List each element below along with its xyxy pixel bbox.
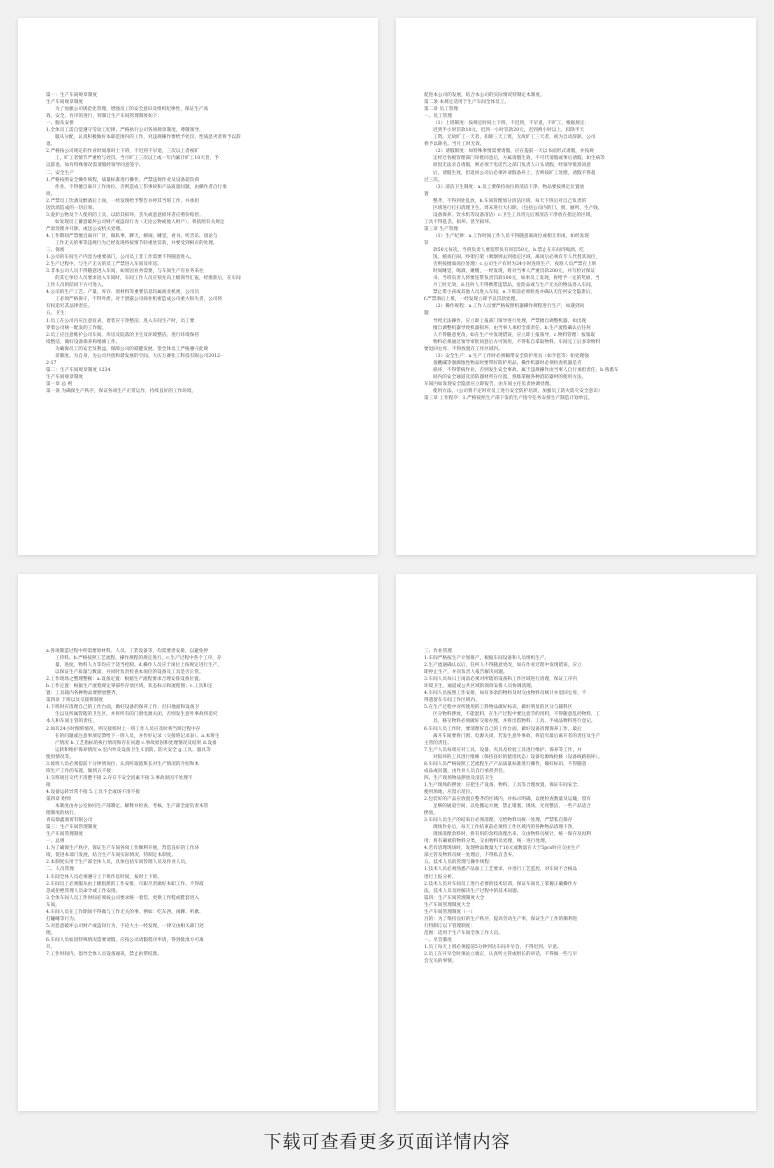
text-line: 4.车间人员在工作期间不得做与工作无关的事。例如：吃东西、闲聊、听歌、: [46, 909, 204, 915]
text-line: 篇一：生产车间规章制度: [46, 93, 98, 98]
text-line: （3）安全生产：a.生产工作时必须佩带安全防护用具（如手套等）如处理强: [433, 353, 589, 359]
text-line: 量、进度、物料人力等均应于适当控制。d.操作人员应于岗位上按规定进行生产，: [55, 663, 223, 669]
text-line: 车间内如发现安全隐患应立即报告，由车间主任负责协调处理。: [424, 381, 555, 387]
text-line: 区域进行打扫清理卫生。周末进行大扫除，（包括公司内的门、窗、厕所、生产线、: [433, 205, 603, 211]
text-line: 1.车间全体人员必须遵守上下班作息时间，按时上下班。: [46, 874, 162, 880]
text-line: 过三次。: [424, 177, 443, 183]
text-line: 生以及所属管辖的卫生区，并将所有的门窗电源关闭，否则发生意外事故将追究: [55, 712, 218, 718]
text-line: 2.如有24小时倒班情况，则交接班时上一班工作人员应及时将当班过程中存: [46, 726, 201, 732]
text-line: 导致无法操作，应立即上报部门领导进行处理，严禁擅自调整机器，如出现: [433, 318, 587, 324]
text-line: 服从分配，认真积极做好本职范围内的工作，对违规操作要给予处罚，性质恶劣者将予以辞: [55, 135, 241, 141]
text-line: 三、保密: [46, 248, 65, 254]
text-line: 1.技术人员必须熟悉产品加工工艺要求，并进行工艺监控，对车间不合格品: [424, 867, 578, 873]
text-line: 月工时无效，d.任何人不得携带违禁品，危险品或与生产无关的物品进入车间，: [433, 283, 596, 289]
text-line: 使用情况等。: [46, 754, 74, 760]
text-line: 原因无法亲自请假，则必须于电话告之部门负责人口头请假，经领导批准同意: [433, 163, 591, 169]
text-line: 2.生产过程中，与生产无关的员工严禁进入车间及库房。: [46, 262, 162, 268]
text-line: 忽或拒绝管理人员命令或工作安排。: [46, 888, 121, 894]
text-line: 的其它单位人员要求进入车间时，车间工作人员应预先向上级领导汇报，经批准后，在车间: [55, 276, 241, 282]
text-line: 禁止带小孩或其他人员进入车间，e.下班前必须检查并确认无任何安全隐患后，: [433, 290, 596, 296]
text-line: 饭、嬉戏打闹、吵架打架（吸烟则去到指定区域，离岗后必须有专人代替其岗位，: [433, 255, 601, 261]
text-line: 行特制订以下管理制度：: [424, 923, 476, 929]
text-line: 人不得随意更改，如在生产中发现错误，应立即上报领导，c.物料管理：按领取: [433, 332, 596, 338]
text-line: 6.车间人员如因特殊情况需要请假，应按公司请假程序申请，得到批准方可离: [46, 937, 204, 943]
text-line: 2.技术人员对车间员工进行必要的技术培训，保证车间员工掌握正确操作方: [424, 881, 578, 887]
text-line: 2.本制度实用于生产部全体人员，具体包括车间管理人员及作业人员。: [46, 860, 190, 866]
text-line: 生产车间管理制度（一）: [424, 909, 476, 915]
text-line: b.工作定置：根据生产流程规定零部件存放区域，状态标示和流程图；c.工具和定: [46, 684, 213, 690]
text-line: 2.车间员工必须服从由上级指派的工作安排，尽职尽责做好本职工作。不得疏: [46, 881, 204, 887]
text-line: 3.全体车间人员工作时间必须按公司要求统一着装，更换工作鞋或鞋套进入: [46, 895, 200, 901]
text-line: 4.车间人员按照工作安排，如有多余的物料及时交由物料员统计并退回仓库，不: [424, 691, 587, 697]
text-line: 1.生产现场的摆放：应把生产设备、物料、工具等合理放置，保证车间安全、: [424, 782, 582, 788]
text-line: 间内的安全通道及消防器材所在位置，熟练掌握各种消防器材的使用方法，: [433, 374, 587, 380]
text-line: 1.下班时应清理自己的工作台面，做好设备的保养工作，打扫地面和设备卫: [46, 705, 200, 711]
text-line: 一、总则: [46, 839, 65, 845]
text-line: 定经过各级管理部门审批同意后，方属请假生效，不可代请假或事后请假，如生病等: [433, 156, 605, 162]
text-line: 2.包装好的产品应放置在整齐的区域内，并标示明确，以便检查数量及运输，留有: [424, 796, 592, 802]
text-line: 2.员工应注意维护公司车间、库房及院落的卫生及环境整洁。进行环境保持: [46, 332, 200, 338]
text-line: 款50元每次。当班负责人要追带负有同罚50元，b.禁止在车间内喝酒、吃: [433, 248, 585, 254]
text-line: 理。: [46, 930, 56, 936]
text-line: 穿着公司统一配发的工作服。: [46, 325, 107, 331]
text-line: 范围：适用于生产车间全体工作人员。: [424, 930, 503, 936]
text-line: 书，当班负责人将要连带负责罚款100元，如果员工发现，将给予一定的奖励，当: [433, 276, 600, 282]
text-line: 3.车间人员生产的结束后必须清理，交给物料员统一处理，严禁私自保存: [424, 818, 573, 824]
text-line: 生产车间规章制度: [46, 100, 84, 106]
text-line: 擅自调整机器导致机器损坏，由当事人承担全部责任，b.生产流程确认后任何: [433, 325, 591, 331]
text-line: 物料必须通过领导审批同意后方可领用，不得私自拿取物料，车间完工后多余物料: [433, 339, 601, 345]
text-line: 1.员工在公司内应注意仪表，着装应干净整洁；进入车间生产时，员工要: [46, 318, 195, 324]
text-line: 以保证生产质量与数量，并同时负责检查本岗位的设备及工具是否正常。: [55, 670, 204, 676]
text-line: 后，请假生效，但返回公司后必须补请假条补上，否则按旷工处理，请假不得超: [433, 170, 596, 176]
text-line: 车间。: [46, 902, 60, 908]
text-line: 足够的通道空间，以免搬运方便，禁止堵塞，现场，光亮整洁，一些产品适合: [433, 804, 591, 810]
text-line: 时间睡觉，喝酒，聚赌，一经发现，将对当事人严重罚款200元，并写检讨保证: [433, 269, 596, 275]
text-line: 第四章 附则: [46, 796, 71, 802]
text-line: 8.车间人员严格按照工艺流程生产产品质量标准进行操作，做好标识，不得随意: [424, 761, 587, 767]
text-line: 使用方法。（公司将不定时对员工进行安全防护培训，加强员工防火防灾安全意识）: [433, 388, 603, 394]
text-line: 开。: [46, 944, 56, 950]
text-line: 有权追究其法律责任。: [46, 304, 93, 310]
text-line: 为了加强公司规范化管理，增强员工的安全意识及组织纪律性，保证生产高: [55, 107, 209, 113]
text-line: 4.设备运转异常不接 5.工具不全或场不清不接: [46, 789, 141, 795]
text-line: 4.公司的生产工艺、产量、库存、原材料等重要信息均属商业机密，公司员: [46, 290, 200, 296]
text-line: 为确保员工的安全及利益，保障公司的稳健发展，望全体员工严格遵守此规: [55, 346, 209, 352]
text-line: 接: [46, 782, 51, 788]
text-line: 否则按擅离岗位处理）c.公司生产有时为24小时连班生产，夜班人员严禁在上班: [433, 262, 597, 268]
text-line: 部主管及物料员统一处理后，不得私自丢弃。: [424, 853, 517, 859]
text-line: 3.非本公司人员不得随意进入车间，如果因业务需要，与车间生产有业务来往: [46, 269, 204, 275]
text-line: 二、安全生产: [46, 170, 74, 176]
text-line: 环境卫生，通道或公共区域的领班安排人员协调清理。: [424, 684, 536, 690]
text-line: （2）请假制度：如特殊事情需要请假，应在提前一天以书面形式请假，并按规: [433, 149, 594, 155]
text-line: 1.全体员工需自觉遵守劳动工纪律，严格执行公司各项规章制度，尊敬领导，: [46, 128, 204, 134]
text-line: 本制度由办公室协同生产部制定、解释并检查、考核。生产部全面负责本管: [55, 804, 209, 810]
text-line: 生产车间管理制度大全: [424, 902, 471, 908]
text-line: 1.公司的车间生产内容为重要部门，公司员工非工作需要不得随意进入。: [46, 255, 195, 261]
text-line: 严肃处理并开除，或送公安机关处理。: [46, 226, 125, 232]
text-line: 第二条 本规定适用于生产车间全体员工。: [424, 100, 510, 106]
text-line: 区分物料摆放，不能混料，在生产过程中要注意节约用料，不得随意乱扔物料，工: [433, 712, 601, 718]
text-line: 本人和车间主管的责任。: [46, 719, 98, 725]
text-line: 成品或问题，由作业人员自行承担责任。: [424, 768, 508, 774]
text-line: 1.严格按照安全操作规程，质量标准进行操作，严禁违规作业及设备超负荷: [46, 177, 200, 183]
text-line: 2.严禁员工饮酒及醉酒后上岗，一经发现给予警告并停其当班工作，并承担: [46, 198, 200, 204]
text-line: 退。: [46, 142, 56, 148]
text-line: 6.车间人员工作时，要清理好自己的工作台面，做好设备清理保养工作，最后: [424, 726, 582, 732]
text-line: 3.车间人员每日上岗前必须对所辖的设备和工作区域进行清理，保证工序内: [424, 677, 578, 683]
text-line: 4.若有清理现场时，发现物品数量大于10元或数量在大于5pcs时应交由生产: [424, 846, 581, 852]
text-line: 3.接班人员必须提前十分钟到岗位，认真听取值班长对生产情况的介绍和本: [46, 761, 200, 767]
document-page-4: [396, 574, 756, 1111]
text-line: 1.车间严格按生产计划排产，根据车间设备和人员组织生产。: [424, 656, 550, 662]
text-line: 三、作业管理: [424, 649, 452, 654]
text-line: 会无关的事情。: [424, 959, 457, 965]
text-line: 以辞退，如有特殊情况需请假经领导同意签字。: [46, 163, 144, 169]
text-line: 工待料。b.严格按照工艺流程、操作规程的规定进行。c.生产过程中各个工序，存: [55, 656, 222, 662]
text-line: 第一条 为确保生产秩序，保证各项生产正常运作，持续良好的工作环境，: [46, 388, 197, 394]
text-line: 第二章 员工管理: [424, 107, 459, 113]
text-line: 工，旷工者情节严重给与处罚。当月旷工三次以上或一年内累计旷工10天者，予: [55, 156, 219, 162]
text-line: 2.严格按公司规定的作业时间准时上下班，不迟到不早退，三次以上者视旷: [46, 149, 200, 155]
text-line: 摆放。: [424, 811, 438, 817]
download-more-prompt[interactable]: 下载可查看更多页面详情内容: [263, 1132, 511, 1153]
text-line: 二、人员管理: [46, 867, 74, 873]
text-line: 设备保养、饮水机等设备清洁）c.卫生工具用完后须清洁干净放在指定的区域，: [433, 212, 596, 218]
text-line: 5.在生产过程中对所使用的工料物品做好标识，做好明显的区分与辅料区: [424, 705, 573, 711]
text-line: 损坏，不得带病作业，否则发生安全事故，属于违规操作由当事人自行承担责任，b.熟悉车: [433, 367, 619, 373]
text-line: 第一章 总 则: [46, 381, 73, 387]
text-line: 一、早会制度: [424, 937, 452, 943]
text-line: 因饮酒造成的一切后果。: [46, 205, 98, 211]
text-line: 生产车间管理制度: [46, 832, 84, 838]
text-line: 置: [424, 191, 429, 197]
text-line: 工资。无故旷工一天者，扣除三天工资，无故旷工三天者，视为自动辞职，公司: [433, 135, 596, 141]
text-line: 5.对恶意破坏公司财产或盗窃行为，不论大小一经发现，一律交由相关部门处: [46, 923, 204, 929]
text-line: 生产车间规章制度: [46, 374, 84, 380]
text-line: 1.交班项目交代不清楚不接 2.存在不安全因素不接 3.事故原因不处理不: [46, 775, 193, 781]
text-line: 第三章 工作程序：1.严格按照生产部下发的生产指令任务安排生产制造计划单宜。: [424, 396, 593, 402]
text-line: 章制度。为自身，为公司共创和谐发展的空间。大庆万赛化工科技有限公司2012-: [55, 353, 222, 359]
text-line: 对损坏的工具进行维修（保持良好的使用状态）设备电源线检修（设备线路损坏）。: [433, 754, 603, 760]
text-line: 第四章 下班以及交接班制度: [46, 698, 104, 704]
text-line: （2）操作规程：a.工作人员要严格按照机器操作规程进行生产，如遇到问: [433, 304, 585, 310]
text-line: 离开车间要将门窗、电源关闭，若发生意外事故，将追究最后离开者的责任及生产: [433, 733, 601, 739]
text-line: 4.工作期间严禁擅自离开厂区，做私事，聊天，嬉闹，睡觉，看书，听音乐，谈论与: [46, 233, 218, 239]
text-line: f.严禁酒后上班，一经发现立即予以罚款处理。: [424, 297, 520, 303]
text-line: 打瞌睡等行为。: [46, 916, 79, 922]
text-line: 理制度的执行。: [46, 811, 79, 817]
text-line: 工必须严格保守，不得外泄。对于泄露公司商业机密造成公司重大损失者，公司将: [55, 297, 223, 303]
text-line: 2.工作现场之整理整顿：a.设备定置：根据生产流程要求合理安排设备位置。: [46, 677, 204, 683]
text-line: （1）上班制度：按规定时间上下班，不迟到，不早退，不旷工，根据规定：: [433, 121, 590, 127]
text-line: 条酸碱等强腐蚀性物品时要带好防护用品，操作机器时必须检查机器是否: [433, 360, 582, 366]
text-line: 担。: [46, 191, 56, 197]
text-line: 第三章 生产管理: [424, 226, 459, 232]
text-line: 五、技术人员的管理与操作规程：: [424, 860, 494, 866]
text-line: 得遗留在车间工作区域内。: [424, 698, 480, 704]
text-line: 2.员工在开早会时须站立端正，认真听主管或组长的讲话，不得做一些与早: [424, 952, 578, 958]
text-line: 效、安全、有序的进行，特制订生产车间管理制度如下：: [46, 114, 163, 120]
text-line: （3）清洁卫生制度：a.员工要保持岗位的清洁干净，物品要按规定位置放: [433, 184, 585, 190]
text-line: 便用场地，应留示范位。: [424, 789, 476, 795]
text-line: 运转和维护保养情况 e.室内外及设备卫生 f.消防、防火安全 g.工具、器具等: [55, 747, 211, 753]
text-line: 班生产工作的布置，做到五不接：: [46, 768, 116, 774]
text-line: 整齐，不得到处乱放，b.车间管理划分清洁区域，每天下班后对自己负责的: [433, 198, 587, 204]
text-line: 迟到半小时罚款10元，迟到一小时罚款20元，迟到两小时以上，扣除半天: [433, 128, 585, 134]
text-line: 进行上报分析。: [424, 874, 457, 880]
text-line: 题: [424, 311, 429, 317]
text-line: 主管的责任。: [424, 740, 452, 746]
text-line: 在的问题或注意事项反馈给下一班人员，并作好记录（交接班记录表）。a.本班生: [55, 733, 220, 739]
text-line: （1）生产纪律：a.工作时间工作人员不得随意离岗位或相互串岗，如经发现: [433, 233, 589, 239]
text-line: 即停止生产，并向负责人报告解决问题。: [424, 670, 508, 676]
text-line: 工作人员的陪同下方可进入。: [46, 283, 107, 289]
text-line: 一、服从安排: [46, 121, 74, 127]
text-line: 工具不得乱丢、损坏、甚至损坏。: [424, 219, 494, 225]
text-line: 用；将有确被的物料分类，交由物料员处理，统一进行处理。: [424, 839, 550, 845]
text-line: 7.生产人员每周应对工具、设备、夹具及检验工具进行维护、保养等工作，并: [424, 747, 582, 753]
text-line: 如发现员工蓄意破坏公司财产或盗窃行为（无论公物或他人财产），将依照有关规定: [55, 219, 225, 225]
text-line: 置：工具箱内各种物品要摆放整齐，: [46, 691, 121, 697]
text-line: 现场作业后，每天工作结束前必须将工作区域内的各种物品清理干净，: [433, 825, 577, 831]
document-page-2: [396, 18, 756, 555]
text-line: 作业，不得擅自离开工作岗位。否则造成工伤事故和产品质量问题，由操作者自行承: [55, 184, 227, 190]
text-line: 具，移交物料必须做好交接办理，并将出借物料、工具、半成品物料进行登记。: [433, 719, 596, 725]
text-line: 目的：为了维持良好的生产秩序，提高劳动生产率，保证生产工作的顺利进: [424, 916, 578, 922]
text-line: 产情况 b.工艺指标的执行情况和存在问题 c.事故原因和处理情况及结果 d.设备: [55, 740, 217, 746]
text-line: 境，促进本部门发展，结合生产车间实际情况，特制定本制度。: [46, 853, 177, 859]
document-page-1: [18, 18, 378, 555]
text-line: 篇三：生产车间管理制度: [46, 825, 98, 831]
text-line: 境整洁，做好设备保养和维修工作。: [46, 339, 121, 345]
text-line: 2-17: [46, 360, 57, 366]
text-line: 将予以除名。当月工时无效。: [424, 142, 485, 148]
text-line: 一、员工管理: [424, 114, 452, 120]
text-line: 篇二：生产车间规章制度 1234: [46, 367, 111, 373]
text-line: 罚: [424, 240, 429, 246]
text-line: 7.工作时间内，倡导全体人员设备通讯，禁止拍帮结派。: [46, 952, 162, 958]
text-line: 1.为了确保生产秩序，保证生产车间各项工作顺利开展，营造良好的工作环: [46, 846, 200, 852]
text-line: 法，技术人员及时解决生产过程中的技术问题。: [424, 888, 522, 894]
text-line: 篇四：生产车间管理制度大全: [424, 895, 485, 901]
text-line: 工作无关的事等违规行为已经发现将按情节轻重处罚款，并要受到相应的处理。: [55, 240, 218, 246]
text-line: 促进本公司的发展，结合本公司的实际情况特制定本制度。: [424, 93, 545, 98]
text-line: 2.生产流通确认以后，任何人不得随意更改，如在作业过程中发现错误，应立: [424, 663, 582, 669]
text-line: 现场清理余料时，将有用的余料清理出来，交由物料员统计，统一保存及再利: [433, 832, 591, 838]
text-line: 四、生产现场物品摆放及清洁卫生: [424, 775, 494, 781]
document-page-3: [18, 574, 378, 1111]
text-line: a.各项制造过程中所需要原材料、人员、工装设备等，均需要责安排，以避免停: [46, 649, 209, 654]
text-line: 要退回仓库，不得放置在工作区域内。: [424, 346, 503, 352]
text-line: 3.爱护公物及个人使用的工具，以防其损坏，丢失或恶意损坏者应照价赔偿。: [46, 212, 204, 218]
text-line: 五、卫生：: [46, 311, 70, 317]
text-line: 1.员工每天上班必须提前5分钟到达车间开早会，不得迟到、早退。: [424, 944, 562, 950]
text-line: 青岛鼎鑫商贸有限公司: [46, 818, 93, 824]
